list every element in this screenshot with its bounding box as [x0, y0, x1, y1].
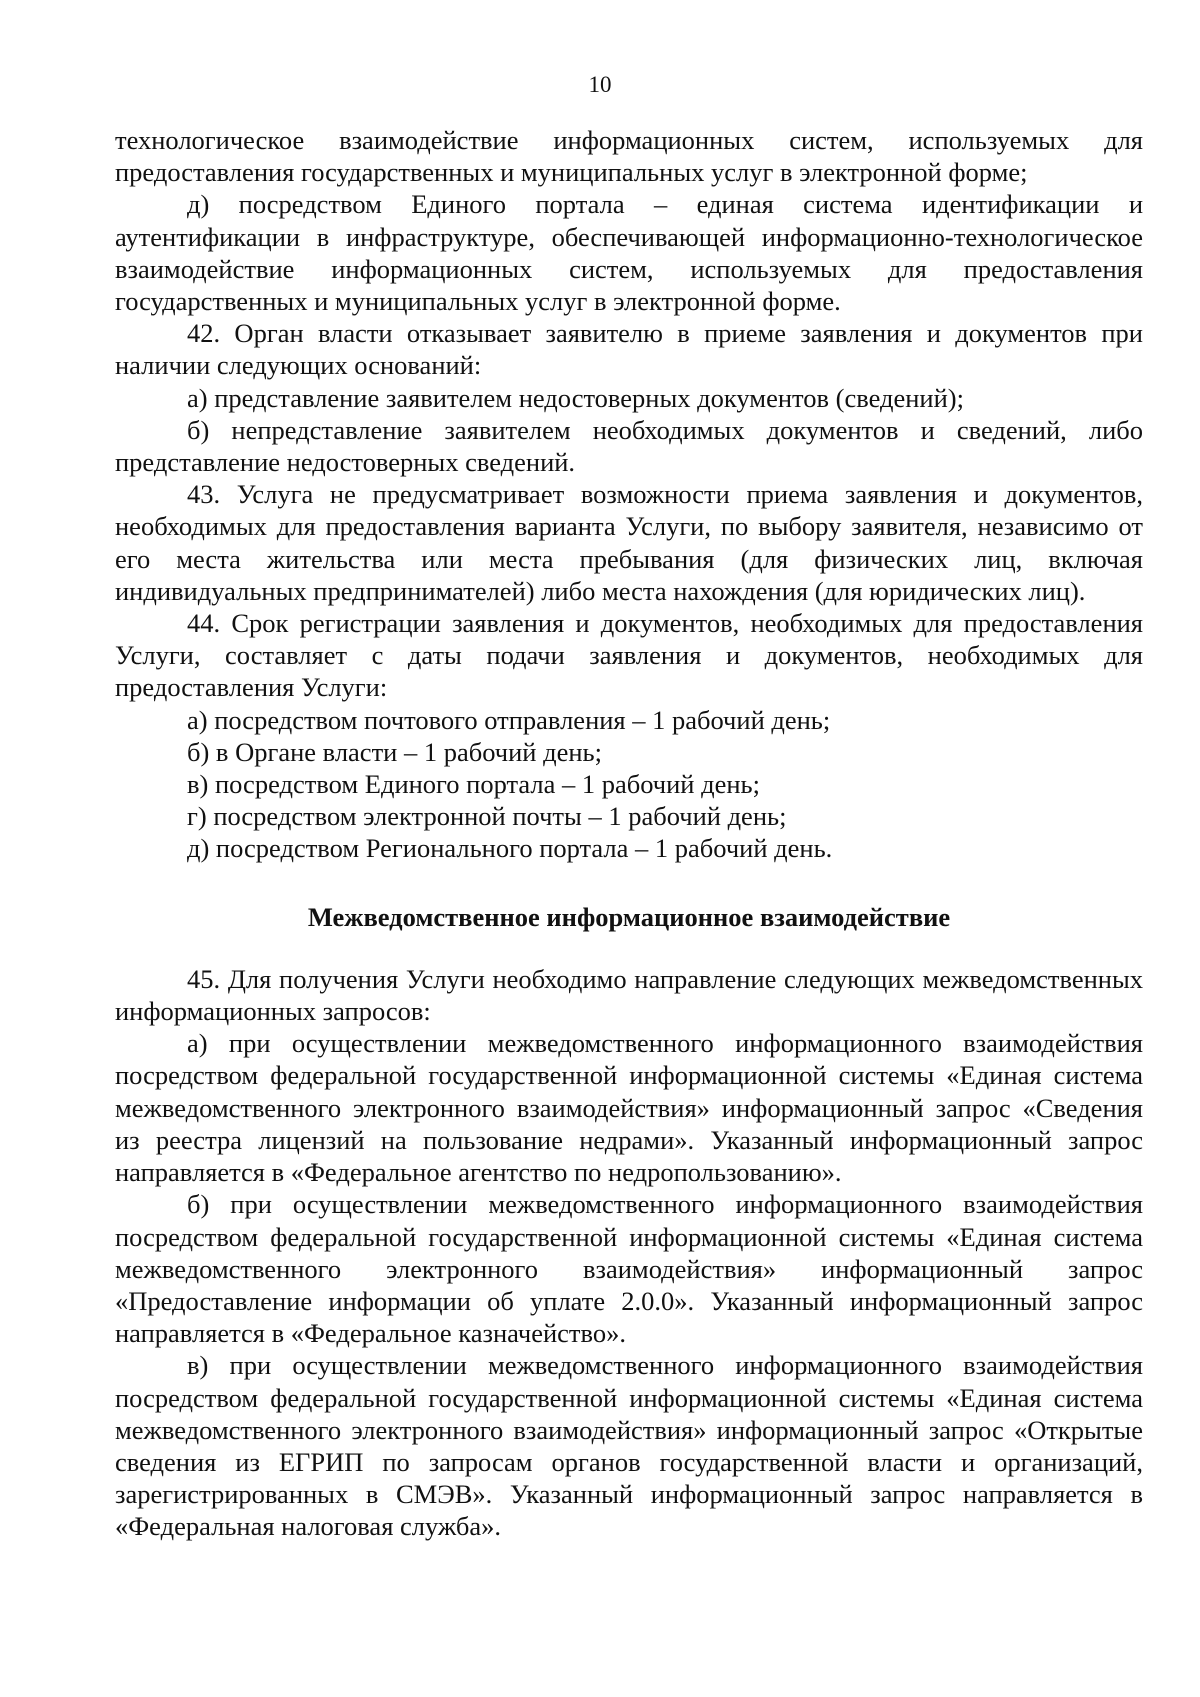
paragraph: 44. Срок регистрации заявления и документов, необходимых для предоставления Услуги, составляет с даты подачи заявления и документов, необходимых для предоставления Услуги:	[115, 608, 1143, 703]
paragraph: б) при осуществлении межведомственного информационного взаимодействия посредством федеральной государственной информационной системы «Единая система межведомственного электронного взаимодействия» информационный запрос «Предоставление информации об уплате 2.0.0». Указанный информационный запрос направляется в «Федеральное казначейство».	[115, 1189, 1143, 1349]
paragraph: б) в Органе власти – 1 рабочий день;	[187, 736, 602, 767]
paragraph: а) посредством почтового отправления – 1 рабочий день;	[187, 704, 831, 735]
paragraph: г) посредством электронной почты – 1 рабочий день;	[187, 801, 787, 832]
paragraph: 43. Услуга не предусматривает возможности приема заявления и документов, необходимых для предоставления варианта Услуги, по выбору заявителя, независимо от его места жительства или места пребывания (для физических лиц, включая индивидуальных предпринимателей) либо места нахождения (для юридических лиц).	[115, 479, 1143, 606]
section-heading: Межведомственное информационное взаимодействие	[307, 901, 951, 932]
paragraph: а) при осуществлении межведомственного информационного взаимодействия посредством федеральной государственной информационной системы «Единая система межведомственного электронного взаимодействия» информационный запрос «Сведения из реестра лицензий на пользование недрами». Указанный информационный запрос направляется в «Федеральное агентство по недропользованию».	[115, 1028, 1143, 1188]
document-body	[115, 124, 1143, 1543]
paragraph: д) посредством Регионального портала – 1 рабочий день.	[187, 833, 833, 864]
paragraph: 42. Орган власти отказывает заявителю в приеме заявления и документов при наличии следующих оснований:	[115, 318, 1143, 381]
paragraph: а) представление заявителем недостоверных документов (сведений);	[187, 382, 964, 413]
paragraph: д) посредством Единого портала – единая система идентификации и аутентификации в инфраструктуре, обеспечивающей информационно-технологическое взаимодействие информационных систем, используемых для предоставления государственных и муниципальных услуг в электронной форме.	[115, 189, 1143, 317]
paragraph: б) непредставление заявителем необходимых документов и сведений, либо представление недостоверных сведений.	[115, 414, 1143, 478]
paragraph: в) при осуществлении межведомственного информационного взаимодействия посредством федеральной государственной информационной системы «Единая система межведомственного электронного взаимодействия» информационный запрос «Открытые сведения из ЕГРИП по запросам органов государственной власти и организаций, зарегистрированных в СМЭВ». Указанный информационный запрос направляется в «Федеральная налоговая служба».	[115, 1350, 1143, 1542]
page-number: 10	[588, 72, 612, 97]
paragraphs-after-heading	[115, 963, 1143, 1543]
paragraph: в) посредством Единого портала – 1 рабочий день;	[187, 769, 760, 800]
paragraphs-before-heading	[115, 124, 1143, 865]
paragraph: 45. Для получения Услуги необходимо направление следующих межведомственных информационных запросов:	[115, 963, 1143, 1027]
paragraph: технологическое взаимодействие информационных систем, используемых для предоставления государственных и муниципальных услуг в электронной форме;	[115, 125, 1143, 188]
